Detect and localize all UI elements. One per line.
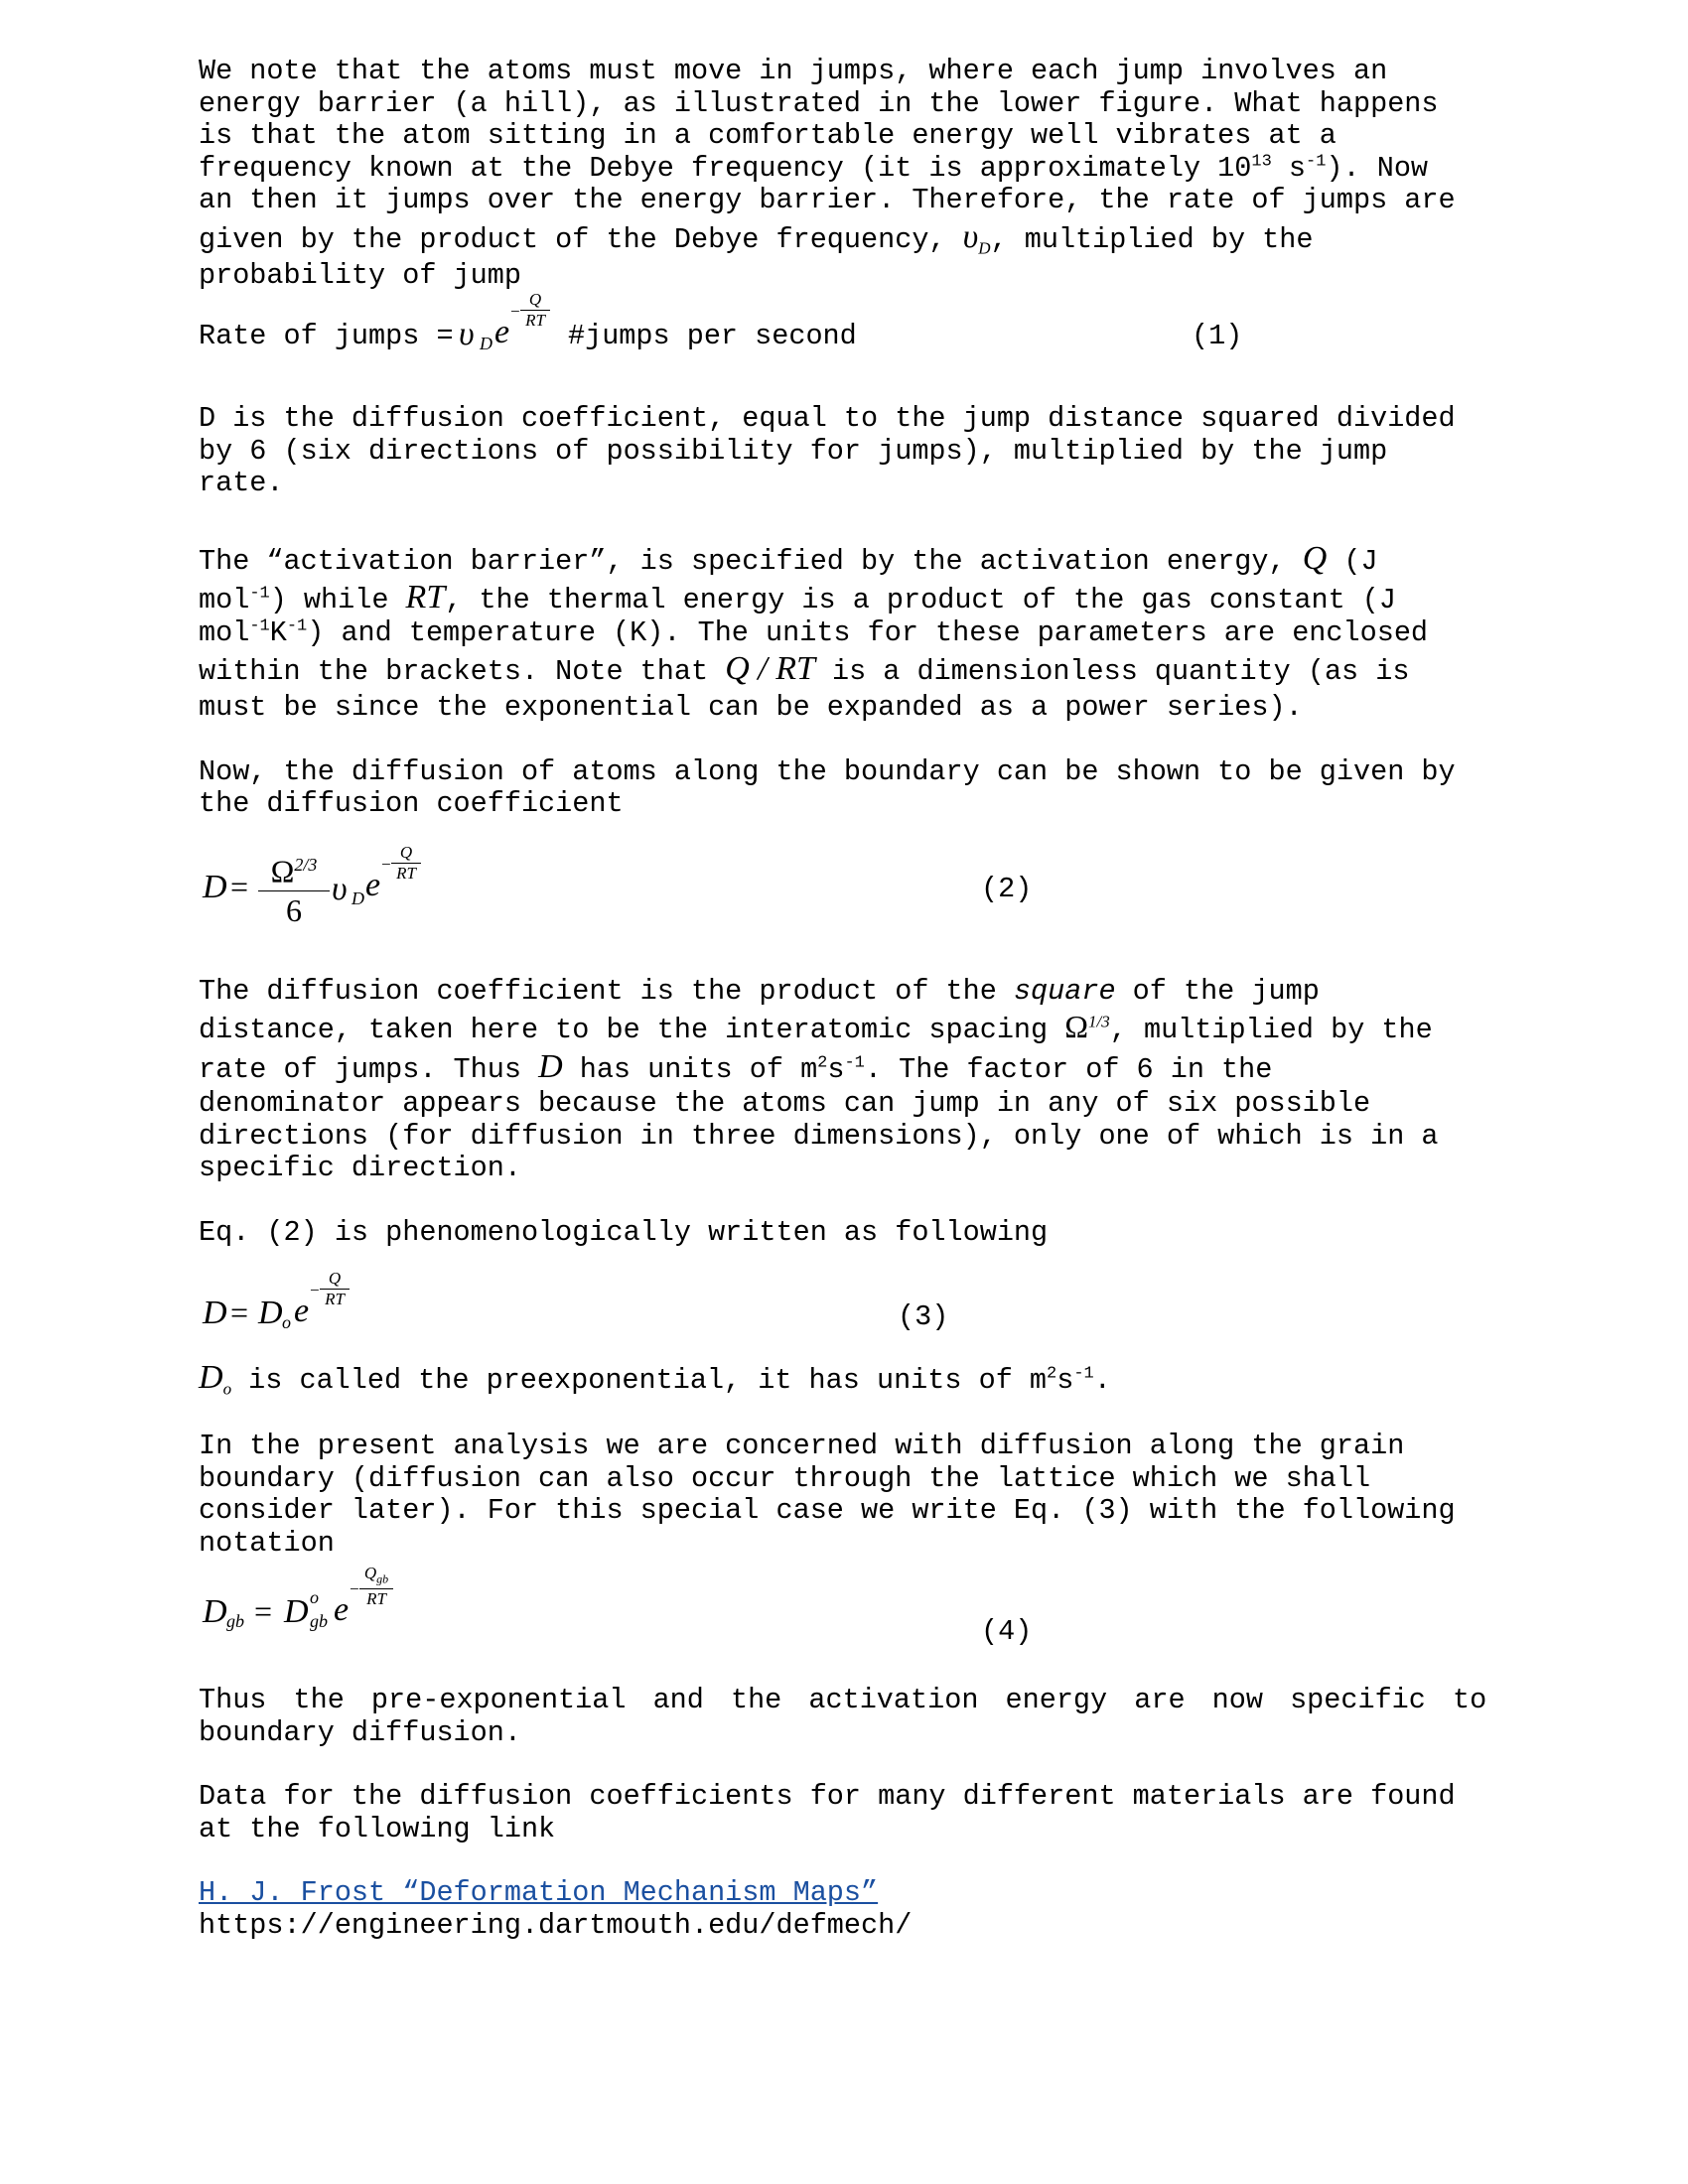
text-line: Now, the diffusion of atoms along the boundary can be shown to be given by (199, 754, 1456, 788)
text-line: is that the atom sitting in a comfortable energy well vibrates at a (199, 119, 1336, 152)
text-line: given by the product of the Debye frequency, $\upsilon_D$, multiplied by the (199, 217, 1314, 258)
equation-number: (1) (1192, 320, 1243, 352)
text-line: distance, taken here to be the interatomic spacing $\Omega^{1/3}$, multiplied by the (199, 1009, 1433, 1046)
text-line: Thus the pre-exponential and the activation energy are now specific to (199, 1684, 1487, 1716)
text-line: must be since the exponential can be expanded as a power series). (199, 691, 1303, 724)
paragraph-grain-boundary (199, 1431, 1489, 1560)
text-line: within the brackets. Note that Q / RT is a dimensionless quantity (as is (199, 650, 1410, 688)
text-line: the diffusion coefficient (199, 787, 624, 820)
text-line: The “activation barrier”, is specified by the activation energy, Q (J (199, 539, 1378, 578)
paragraph-debye (199, 56, 1489, 292)
text-line: mol$^{-1}$) while RT, the thermal energy is a product of the gas constant (J (199, 578, 1396, 616)
paragraph-data-link (199, 1781, 1489, 1845)
text-line: energy barrier (a hill), as illustrated in the lower figure. What happens (199, 86, 1439, 120)
paragraph-preexponential (199, 1358, 1489, 1401)
equation-2: D = $\Omega^{2/3}$ 6 υ D e − Q RT (2) (203, 842, 1033, 929)
text-line: by 6 (six directions of possibility for jumps), multiplied by the jump (199, 434, 1388, 468)
equation-number: (4) (981, 1615, 1033, 1648)
equation-4: D gb = D o gb e − $Q_{gb}$ RT (4) (203, 1564, 1033, 1648)
text-line: D is the diffusion coefficient, equal to the jump distance squared divided (199, 402, 1456, 435)
text-line: $D_o$ is called the preexponential, it has units of $m^2s^{-1}$. (199, 1359, 1111, 1399)
equation-1: Rate of jumps = υ D e − Q RT #jumps per second (1) (199, 290, 1243, 353)
text-line: directions (for diffusion in three dimensions), only one of which is in a (199, 1119, 1439, 1153)
text-line: In the present analysis we are concerned with diffusion along the grain (199, 1430, 1405, 1462)
equation-number: (3) (898, 1300, 949, 1333)
paragraph-diffusion-coefficient (199, 403, 1489, 500)
text-line: boundary (diffusion can also occur through the lattice which we shall (199, 1461, 1371, 1495)
text-line: rate of jumps. Thus D has units of $m^2s^{-1}$. The factor of 6 in the (199, 1048, 1273, 1086)
document-page (199, 56, 1489, 1942)
text-line: consider later). For this special case we write Eq. (3) with the following (199, 1494, 1456, 1527)
paragraph-phenomenological (199, 1217, 1489, 1250)
text-line: rate. (199, 467, 284, 499)
text-line: Eq. (2) is phenomenologically written as following (199, 1215, 1049, 1249)
text-line: notation (199, 1526, 335, 1560)
text-line: at the following link (199, 1812, 556, 1845)
text-line: an then it jumps over the energy barrier. Therefore, the rate of jumps are (199, 184, 1456, 216)
deformation-maps-link[interactable]: H. J. Frost “Deformation Mechanism Maps” (199, 1876, 879, 1909)
text-line (199, 1877, 1489, 1910)
paragraph-activation-barrier (199, 540, 1489, 725)
paragraph-jump-distance (199, 976, 1489, 1185)
text-line: We note that the atoms must move in jumps, where each jump involves an (199, 55, 1388, 87)
reference-link-block (199, 1877, 1489, 1942)
paragraph-boundary-diffusion (199, 756, 1489, 821)
text-line: denominator appears because the atoms can jump in any of six possible (199, 1087, 1371, 1120)
paragraph-specific (199, 1685, 1489, 1749)
text-line: Data for the diffusion coefficients for many different materials are found (199, 1780, 1456, 1813)
text-line: frequency known at the Debye frequency (it is approximately $10^{13}$ $s^{-1}$). Now (199, 151, 1429, 185)
equation-3: D = D o e − Q RT (3) (203, 1269, 949, 1333)
text-line: $mol^{-1}K^{-1}$) and temperature (K). The units for these parameters are enclosed (199, 615, 1429, 649)
text-line: probability of jump (199, 258, 521, 292)
text-line: boundary diffusion. (199, 1715, 521, 1749)
equation-number: (2) (981, 872, 1033, 905)
text-line: specific direction. (199, 1152, 521, 1184)
text-line: The diffusion coefficient is the product of the square of the jump (199, 974, 1320, 1008)
link-url: https://engineering.dartmouth.edu/defmech/ (199, 1908, 913, 1942)
